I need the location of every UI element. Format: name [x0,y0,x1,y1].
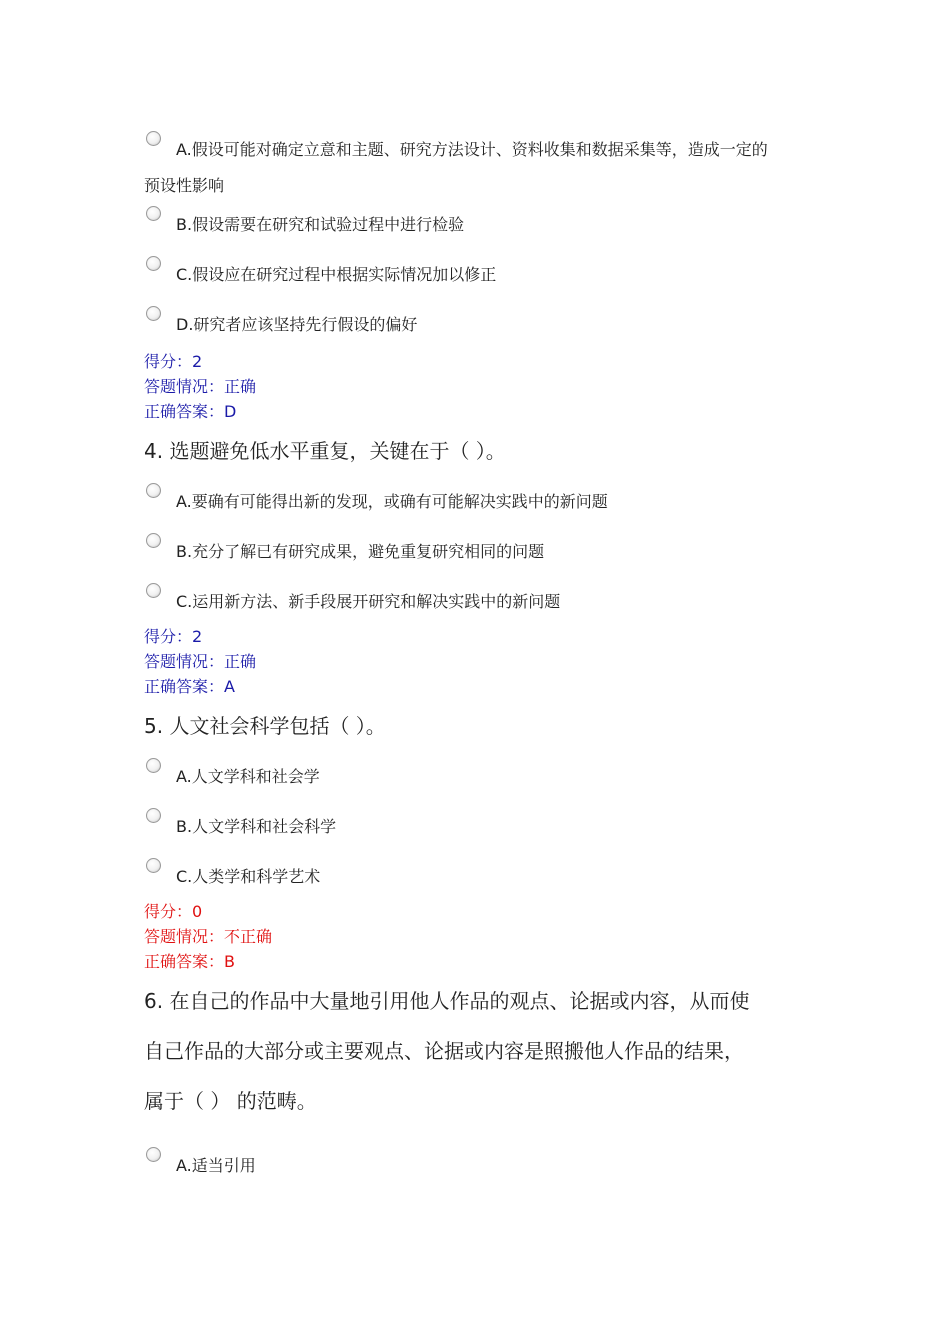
radio-button[interactable] [146,256,161,271]
q3-option-d-label: D.研究者应该坚持先行假设的偏好 [176,315,418,334]
q6-title-line-3: 属于（ ） 的范畴。 [144,1089,317,1113]
q3-option-c[interactable] [144,249,824,299]
radio-button[interactable] [146,306,161,321]
q3-option-d[interactable] [144,299,824,349]
q4-option-a[interactable] [144,476,824,526]
quiz-content [144,124,824,1190]
q4-option-b-label: B.充分了解已有研究成果，避免重复研究相同的问题 [176,542,545,561]
q3-option-a[interactable] [144,124,824,196]
q3-answer: 正确答案：D [144,402,237,421]
q4-option-c[interactable] [144,576,824,624]
q5-answer: 正确答案：B [144,952,235,971]
q6-option-a-label: A.适当引用 [176,1156,256,1175]
radio-button[interactable] [146,1147,161,1162]
radio-button[interactable] [146,858,161,873]
q3-option-b-label: B.假设需要在研究和试验过程中进行检验 [176,215,465,234]
radio-button[interactable] [146,583,161,598]
q3-option-c-label: C.假设应在研究过程中根据实际情况加以修正 [176,265,497,284]
q5-option-c-label: C.人类学和科学艺术 [176,867,321,886]
q3-option-b[interactable] [144,199,824,249]
q5-title: 5. 人文社会科学包括（ ）。 [144,714,386,738]
q6-title [144,976,824,1126]
radio-button[interactable] [146,131,161,146]
q3-option-a-line2: 预设性影响 [144,176,225,195]
q3-status: 答题情况：正确 [144,377,257,396]
q4-option-a-label: A.要确有可能得出新的发现，或确有可能解决实践中的新问题 [176,492,608,511]
q4-option-c-label: C.运用新方法、新手段展开研究和解决实践中的新问题 [176,592,561,611]
q3-score: 得分：2 [144,352,203,371]
q5-option-a[interactable] [144,751,824,801]
q5-status: 答题情况：不正确 [144,927,273,946]
q4-option-b[interactable] [144,526,824,576]
q5-option-b[interactable] [144,801,824,851]
q4-score: 得分：2 [144,627,203,646]
radio-button[interactable] [146,206,161,221]
q5-option-b-label: B.人文学科和社会科学 [176,817,337,836]
q4-title: 4. 选题避免低水平重复，关键在于（ ）。 [144,439,506,463]
q5-option-c[interactable] [144,851,824,899]
radio-button[interactable] [146,533,161,548]
q5-option-a-label: A.人文学科和社会学 [176,767,320,786]
q6-title-line-2: 自己作品的大部分或主要观点、论据或内容是照搬他人作品的结果， [144,1039,744,1063]
q4-answer: 正确答案：A [144,677,235,696]
q6-title-line-1: 6. 在自己的作品中大量地引用他人作品的观点、论据或内容，从而使 [144,989,750,1013]
radio-button[interactable] [146,483,161,498]
q3-option-a-line1: A.假设可能对确定立意和主题、研究方法设计、资料收集和数据采集等，造成一定的 [176,140,768,159]
radio-button[interactable] [146,758,161,773]
radio-button[interactable] [146,808,161,823]
q5-score: 得分：0 [144,902,203,921]
q4-status: 答题情况：正确 [144,652,257,671]
q6-option-a[interactable] [144,1140,824,1190]
